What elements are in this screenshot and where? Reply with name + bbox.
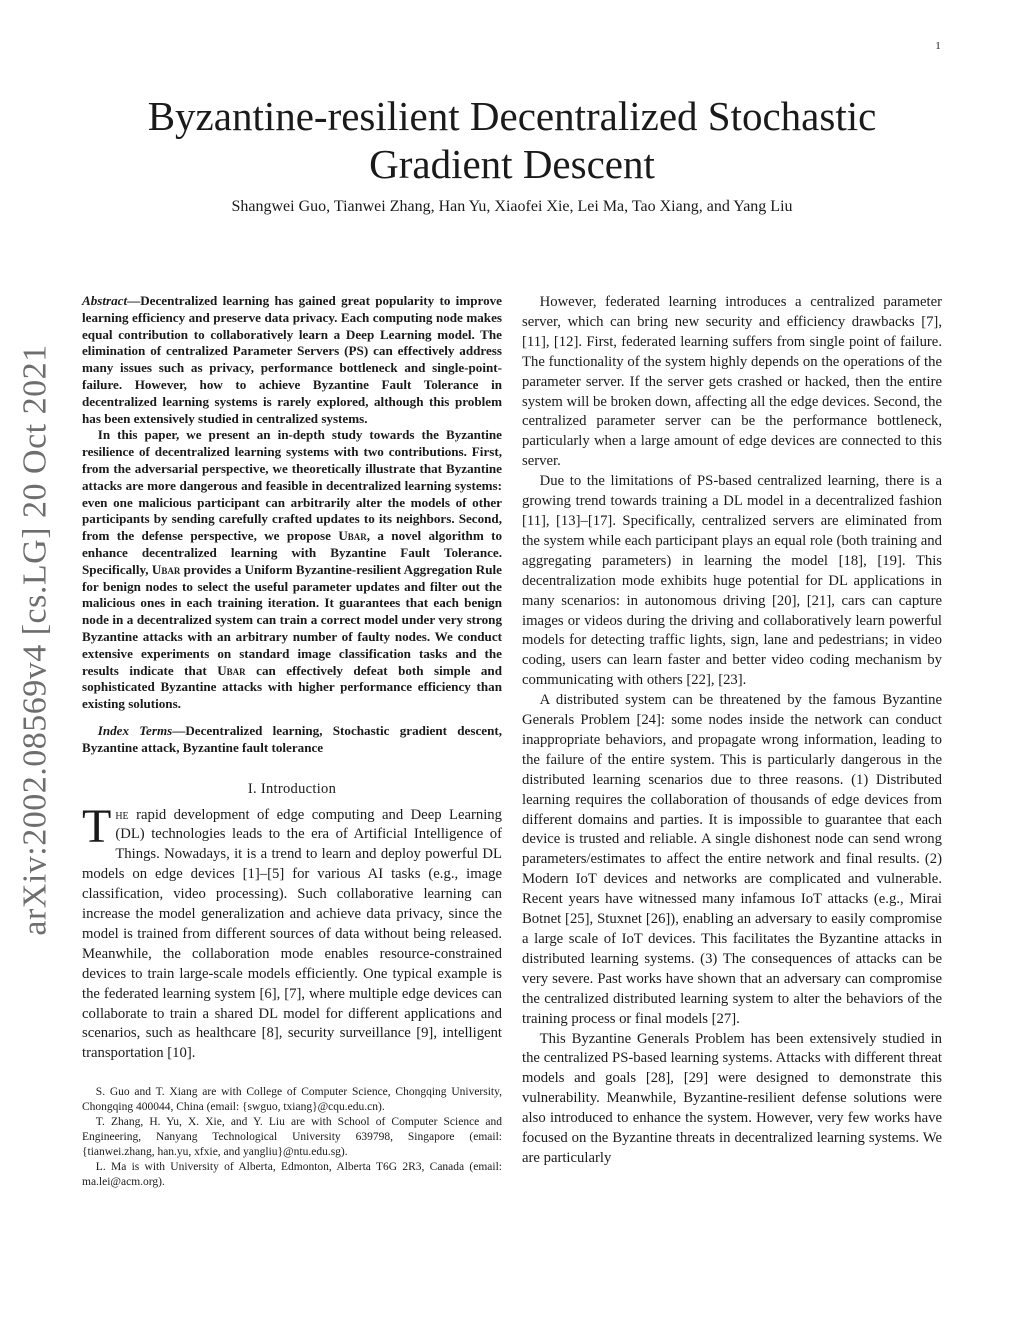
title-line-2: Gradient Descent	[369, 141, 655, 187]
title-line-1: Byzantine-resilient Decentralized Stochastic	[147, 93, 877, 139]
footnote-affiliation-1: S. Guo and T. Xiang are with College of Computer Science, Chongqing University, Chongqing 400044, China (email: {swguo, txiang}@cqu.edu.cn).	[82, 1086, 502, 1113]
paper-title	[80, 92, 944, 188]
page-number: 1	[935, 40, 941, 52]
abstract-p2-part-b: , a novel algorithm to enhance decentralized learning with Byzantine Fault Tolerance. Specifically,	[82, 528, 502, 577]
abstract-paragraph-1	[82, 293, 502, 427]
index-terms-label: Index Terms	[97, 722, 173, 738]
index-terms	[82, 723, 502, 757]
footnote-separator	[82, 1078, 502, 1079]
index-terms-text: —Decentralized learning, Stochastic gradient descent, Byzantine attack, Byzantine fault tolerance	[82, 722, 502, 755]
left-column	[82, 293, 502, 1190]
abstract-p1-text: —Decentralized learning has gained great popularity to improve learning efficiency and preserve data privacy. Each computing node makes equal contribution to collaboratively learn a Deep Learning model. The elimination of centralized Parameter Servers (PS) can effectively address many issues such as privacy, performance bottleneck and single-point-failure. However, how to achieve Byzantine Fault Tolerance in decentralized learning systems is rarely explored, although this problem has been extensively studied in centralized systems.	[82, 293, 502, 426]
ubar-name: Ubar	[338, 528, 367, 544]
intro-paragraph-1	[82, 799, 502, 1065]
section-heading-introduction: I. Introduction	[247, 780, 337, 797]
intro-body-right	[522, 293, 942, 1169]
intro-body-left	[82, 799, 502, 1065]
intro-p1-text: rapid development of edge computing and Deep Learning (DL) technologies leads to the era of Artificial Intelligence of Things. Nowadays, it is a trend to learn and deploy powerful DL models on edge devices [1]–[5] for various AI tasks (e.g., image classification, video processing). Such collaborative learning can increase the model generalization and achieve data privacy, since the model is trained from different sources of data without being released. Meanwhile, the collaboration mode enables resource-constrained devices to train large-scale models efficiently. One typical example is the federated learning system [6], [7], where multiple edge devices can collaborate to train a shared DL model for different applications and scenarios, such as healthcare [8], security surveillance [9], intelligent transportation [10].	[82, 806, 502, 1062]
abstract-p2-part-a: In this paper, we present an in-depth study towards the Byzantine resilience of decentralized learning systems with two contributions. First, from the adversarial perspective, we theoretically illustrate that Byzantine attacks are more dangerous and feasible in decentralized learning systems: even one malicious participant can arbitrarily alter the models of other participants by sending carefully crafted updates to its neighbors. Second, from the defense perspective, we propose	[82, 427, 502, 544]
arxiv-identifier: arXiv:2002.08569v4 [cs.LG] 20 Oct 2021	[17, 344, 54, 936]
intro-paragraph-2: However, federated learning introduces a centralized parameter server, which can bring new security and efficiency drawbacks [7], [11], [12]. First, federated learning suffers from single point of failure. The functionality of the system highly depends on the operations of the parameter server. If the server gets crashed or hacked, then the entire system will be broken down, affecting all the edge devices. Second, the centralized parameter server can be the performance bottleneck, particularly when a large amount of edge devices are connected to this server.	[522, 294, 942, 470]
abstract-paragraph-2	[82, 427, 502, 713]
ubar-name: Ubar	[151, 561, 181, 577]
right-column	[522, 293, 942, 1169]
abstract-p2-part-c: provides a Uniform Byzantine-resilient Aggregation Rule for benign nodes to select the useful parameter updates and filter out the malicious ones in each training iteration. It guarantees that each benign node in a decentralized system can train a correct model under very strong Byzantine attacks with an arbitrary number of faulty nodes. We conduct extensive experiments on standard image classification tasks and the results indicate that	[82, 561, 502, 678]
intro-paragraph-5: This Byzantine Generals Problem has been extensively studied in the centralized PS-based learning systems. Attacks with different threat models and goals [28], [29] were designed to demonstrate this vulnerability. Meanwhile, Byzantine-resilient defense solutions were also introduced to enhance the system. However, very few works have focused on the Byzantine threats in decentralized learning systems. We are particularly	[522, 1030, 942, 1166]
footnotes	[82, 1085, 502, 1189]
author-list: Shangwei Guo, Tianwei Zhang, Han Yu, Xiaofei Xie, Lei Ma, Tao Xiang, and Yang Liu	[231, 198, 793, 215]
abstract	[82, 293, 502, 713]
intro-paragraph-3: Due to the limitations of PS-based centralized learning, there is a growing trend towards training a DL model in a decentralized fashion [11], [13]–[17]. Specifically, centralized servers are eliminated from the system while each participant plays an equal role (both training and aggregating parameters) in learning the model [18], [19]. This decentralization mode exhibits huge potential for DL applications in many scenarios: in autonomous driving [20], [21], cars can capture images or videos during the driving and collaboratively learn powerful models for detecting traffic lights, sign, lane and pedestrians; in video coding, users can learn faster and better video coding mechanism by communicating with others [22], [23].	[522, 473, 942, 689]
intro-first-word: he	[115, 806, 129, 823]
footnote-affiliation-2: T. Zhang, H. Yu, X. Xie, and Y. Liu are with School of Computer Science and Engineering, Nanyang Technological University 639798, Singapore (email: {tianwei.zhang, han.yu, xfxie, and yangliu}@ntu.edu.sg).	[82, 1116, 502, 1158]
ubar-name: Ubar	[217, 662, 246, 678]
abstract-label: Abstract	[82, 293, 128, 308]
drop-cap: T	[82, 799, 112, 853]
footnote-affiliation-3: L. Ma is with University of Alberta, Edmonton, Alberta T6G 2R3, Canada (email: ma.lei@acm.org).	[82, 1161, 502, 1188]
arxiv-side-stamp	[10, 340, 62, 940]
abstract-p2-part-d: can effectively defeat both simple and sophisticated Byzantine attacks with higher performance efficiency than existing solutions.	[82, 662, 502, 712]
intro-paragraph-4: A distributed system can be threatened by the famous Byzantine Generals Problem [24]: some nodes inside the network can conduct inappropriate behaviors, and propagate wrong information, leading to the failure of the entire system. This is particularly dangerous in the distributed learning scenarios due to three reasons. (1) Distributed learning requires the collaboration of thousands of edge devices from different domains and parties. It is impossible to guarantee that each device is trusted and reliable. A single dishonest node can send wrong parameters/estimates to affect the entire network and final results. (2) Modern IoT devices and networks are complicated and vulnerable. Recent years have witnessed many infamous IoT attacks (e.g., Mirai Botnet [25], Stuxnet [26]), enabling an adversary to easily compromise a large scale of IoT devices. This facilitates the Byzantine attacks in distributed learning systems. (3) The consequences of attacks can be very severe. Past works have shown that an adversary can compromise the centralized distributed learning system to alter the behaviors of the training process or final models [27].	[522, 692, 942, 1027]
